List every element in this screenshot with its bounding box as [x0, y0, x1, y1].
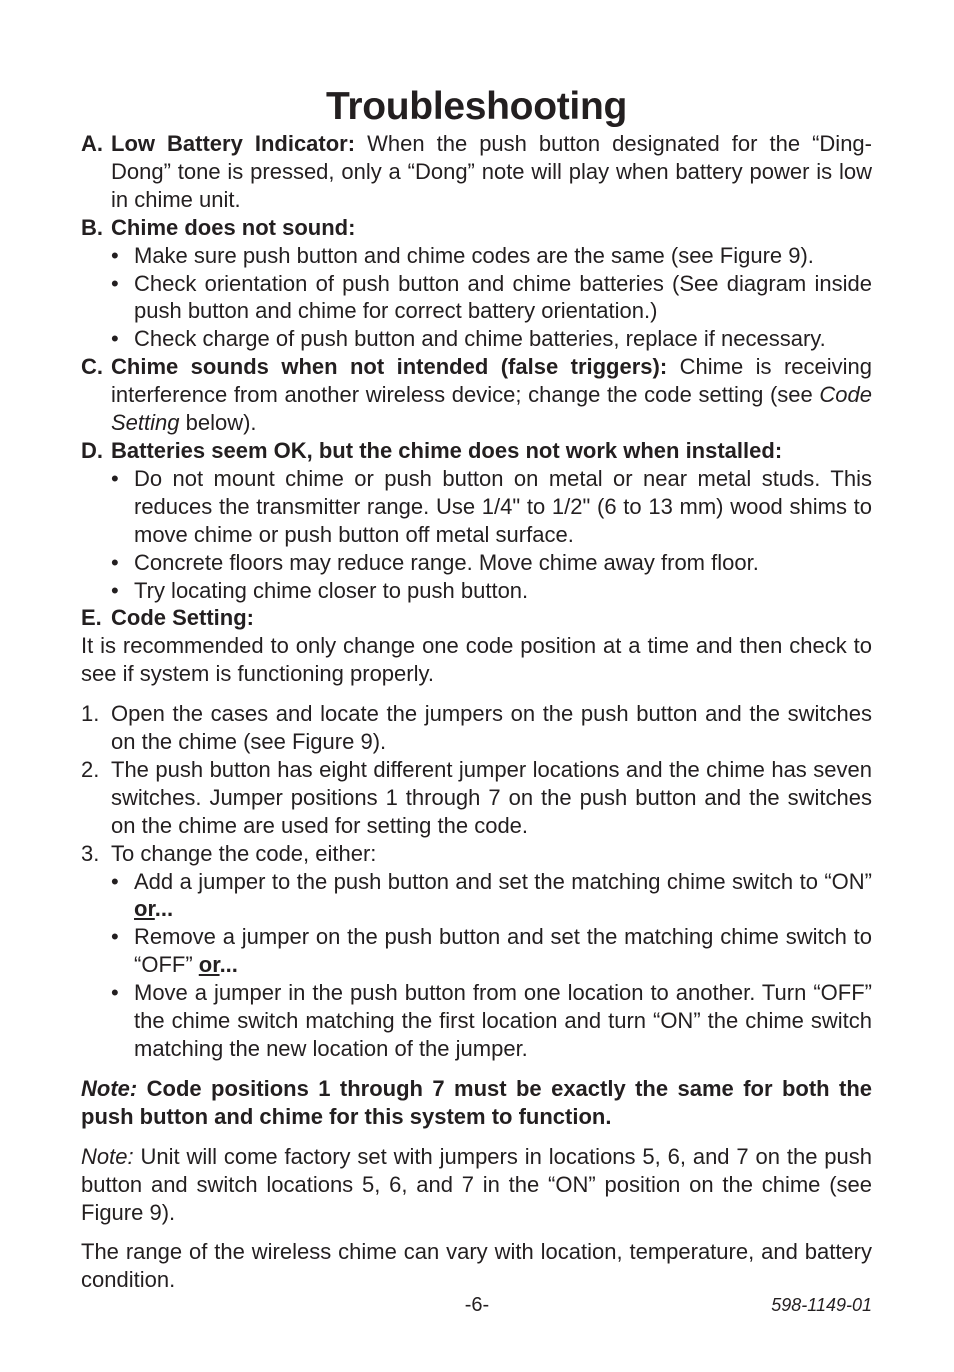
bullet-list-b: [81, 242, 872, 354]
steps-list: [81, 700, 872, 1063]
list-item: [111, 923, 872, 979]
code-setting-intro: It is recommended to only change one code position at a time and then check to see if system is functioning properly.: [81, 633, 872, 687]
note-factory-set: [81, 1143, 872, 1227]
document-page: [81, 84, 872, 1294]
section-batteries-ok: [81, 437, 872, 465]
section-false-triggers: [81, 353, 872, 437]
list-item: • Do not mount chime or push button on metal or near metal studs. This reduces the transmitter range. Use 1/4" to 1/2" (6 to 13 mm) wood shims to move chime or push button off metal surface.: [111, 465, 872, 549]
document-code: 598-1149-01: [771, 1295, 872, 1315]
bullet-text: Remove a jumper on the push button and set the matching chime switch to “OFF”: [134, 924, 872, 978]
step-number: 3.: [81, 840, 100, 866]
section-code-setting: [81, 604, 872, 632]
section-text-a: When the push button designated for the “Ding-Dong” tone is pressed, only a “Dong” note will play when battery power is low in chime unit.: [111, 131, 872, 212]
note-text: Unit will come factory set with jumpers in locations 5, 6, and 7 on the push button and switch locations 5, 6, and 7 in the “ON” position on the chime (see Figure 9).: [81, 1143, 872, 1225]
list-item: • Concrete floors may reduce range. Move chime away from floor.: [111, 549, 872, 577]
code-setting-reference: Code Setting: [111, 382, 872, 436]
range-paragraph: The range of the wireless chime can vary with location, temperature, and battery condition.: [81, 1239, 872, 1293]
list-item: • Try locating chime closer to push button.: [111, 577, 872, 605]
step-text: To change the code, either:: [111, 840, 377, 866]
section-text-c: Chime is receiving interference from another wireless device; change the code setting (see: [111, 354, 872, 408]
page-title: Troubleshooting: [326, 85, 627, 128]
list-item: [111, 868, 872, 924]
list-item: • Check charge of push button and chime batteries, replace if necessary.: [111, 325, 872, 353]
section-heading-d: Batteries seem OK, but the chime does not work when installed:: [111, 437, 783, 463]
section-heading-c: Chime sounds when not intended (false triggers):: [111, 354, 668, 380]
step-text: Open the cases and locate the jumpers on the push button and the switches on the chime (see Figure 9).: [111, 701, 872, 755]
section-low-battery: [81, 130, 872, 214]
section-text-c-end: below).: [179, 410, 257, 436]
list-item: [111, 979, 872, 1063]
ellipsis: ...: [219, 952, 238, 978]
step3-bullet-list: [111, 868, 872, 1063]
spacer: [81, 688, 872, 700]
list-item: • Check orientation of push button and chime batteries (See diagram inside push button and chime for correct battery orientation.): [111, 270, 872, 326]
spacer: [81, 1226, 872, 1238]
bullet-text: Move a jumper in the push button from one location to another. Turn “OFF” the chime switch matching the first location and turn “ON” the chime switch matching the new location of the jumper.: [134, 980, 872, 1061]
step-item: [81, 700, 872, 756]
step-number: 1.: [81, 701, 100, 727]
section-label-e: E.: [81, 605, 102, 631]
step-number: 2.: [81, 756, 100, 782]
spacer: [81, 1063, 872, 1075]
list-item: • Make sure push button and chime codes are the same (see Figure 9).: [111, 242, 872, 270]
bullet-list-d: [81, 465, 872, 605]
or-emphasis: or: [198, 952, 220, 978]
page-number: -6-: [464, 1294, 490, 1316]
section-heading-b: Chime does not sound:: [111, 214, 356, 240]
step-text: The push button has eight different jumper locations and the chime has seven switches. Jumper positions 1 through 7 on the push button and the switches on the chime are used for setting the code.: [111, 756, 872, 838]
bullet-text: Add a jumper to the push button and set the matching chime switch to “ON”: [134, 868, 872, 894]
note-label: Note:: [81, 1075, 138, 1101]
section-label-b: B.: [81, 214, 103, 240]
note-code-positions: [81, 1075, 872, 1131]
note-text: Code positions 1 through 7 must be exactly the same for both the push button and chime for this system to function.: [81, 1075, 872, 1129]
step-item: [81, 840, 872, 1063]
or-emphasis: or: [134, 896, 155, 922]
section-label-a: A.: [81, 131, 103, 156]
step-item: [81, 756, 872, 840]
section-chime-no-sound: [81, 214, 872, 242]
ellipsis: ...: [154, 896, 174, 922]
section-label-c: C.: [81, 354, 103, 380]
note-label: Note:: [81, 1143, 134, 1169]
section-heading-e: Code Setting:: [111, 605, 254, 631]
section-label-d: D.: [81, 437, 103, 463]
section-heading-a: Low Battery Indicator:: [111, 131, 356, 156]
spacer: [81, 1131, 872, 1143]
